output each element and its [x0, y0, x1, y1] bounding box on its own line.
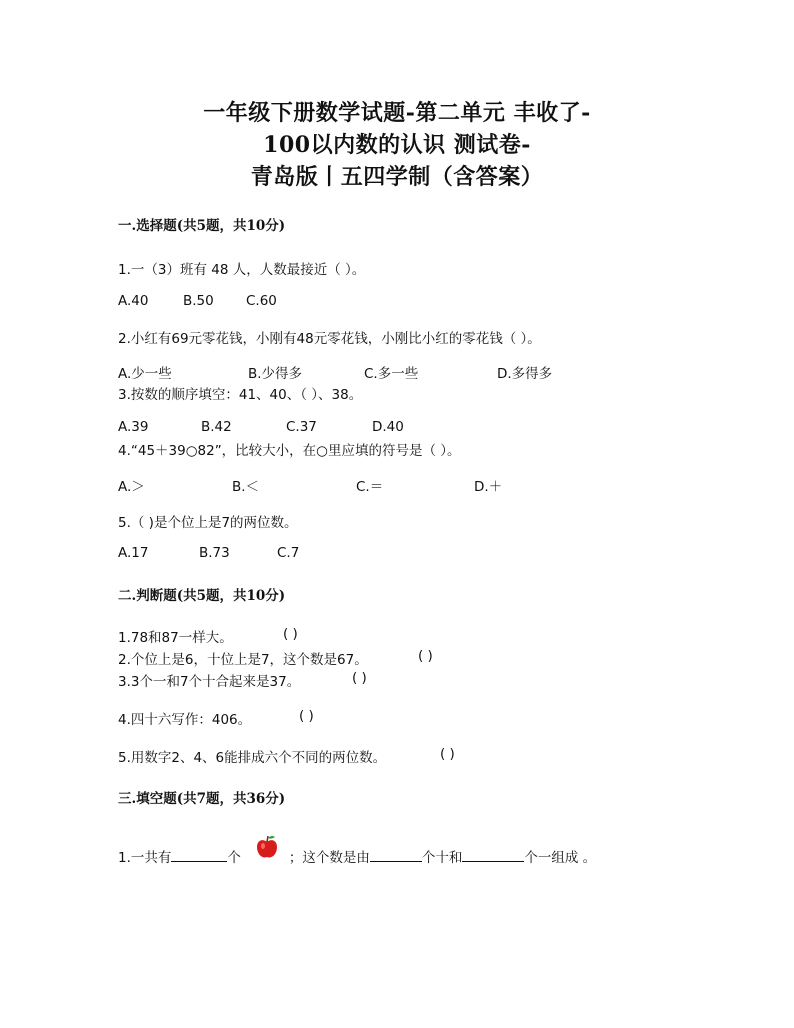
judge-answer-paren[interactable]: ( )	[440, 746, 455, 762]
option[interactable]: B.73	[199, 545, 230, 561]
option[interactable]: C.7	[277, 545, 300, 561]
answer-blank[interactable]	[462, 847, 524, 862]
option[interactable]: B.少得多	[248, 366, 303, 382]
choice-question-5: 5.（ )是个位上是7的两位数。	[118, 515, 298, 531]
judge-stem: 3.3个一和7个十合起来是37。	[118, 674, 301, 690]
option[interactable]: B.＜	[232, 479, 260, 495]
judge-answer-paren[interactable]: ( )	[299, 708, 314, 724]
section-choice-heading: 一.选择题(共5题，共10分)	[118, 218, 286, 234]
section-fill-heading: 三.填空题(共7题，共36分)	[118, 791, 286, 807]
apple-icon	[256, 834, 278, 860]
option[interactable]: A.17	[118, 545, 149, 561]
option[interactable]: D.多得多	[497, 366, 553, 382]
option[interactable]: D.＋	[474, 479, 503, 495]
judge-stem: 2.个位上是6，十位上是7，这个数是67。	[118, 652, 368, 668]
choice-question-1: 1.一（3）班有 48 人，人数最接近（ ）。	[118, 262, 366, 278]
option[interactable]: C.60	[246, 293, 277, 309]
option[interactable]: A.少一些	[118, 366, 172, 382]
section-judge-heading: 二.判断题(共5题，共10分)	[118, 588, 286, 604]
judge-stem: 1.78和87一样大。	[118, 630, 233, 646]
choice-question-2: 2.小红有69元零花钱，小刚有48元零花钱，小刚比小红的零花钱（ ）。	[118, 331, 541, 347]
answer-blank[interactable]	[370, 847, 422, 862]
fill-text: ；这个数是由	[288, 850, 370, 866]
choice-question-3: 3.按数的顺序填空：41、40、（ ）、38。	[118, 387, 363, 403]
option[interactable]: A.40	[118, 293, 149, 309]
answer-blank[interactable]	[171, 847, 227, 862]
judge-stem: 5.用数字2、4、6能排成六个不同的两位数。	[118, 750, 387, 766]
option[interactable]: C.＝	[356, 479, 384, 495]
fill-text: 个	[227, 850, 241, 866]
option[interactable]: B.50	[183, 293, 214, 309]
judge-answer-paren[interactable]: ( )	[352, 670, 367, 686]
title-line-1: 一年级下册数学试题-第二单元 丰收了-	[203, 100, 591, 126]
option[interactable]: A.39	[118, 419, 149, 435]
fill-text: 个十和	[421, 850, 463, 866]
fill-text: 个一组成 。	[524, 850, 597, 866]
fill-question-1	[118, 846, 596, 866]
judge-stem: 4.四十六写作：406。	[118, 712, 252, 728]
fill-text: 1.一共有	[118, 850, 172, 866]
option[interactable]: C.37	[286, 419, 317, 435]
option[interactable]: B.42	[201, 419, 232, 435]
option[interactable]: A.＞	[118, 479, 145, 495]
title-line-2: 100以内数的认识 测试卷-	[263, 132, 531, 158]
judge-answer-paren[interactable]: ( )	[418, 648, 433, 664]
title-line-3: 青岛版丨五四学制（含答案）	[250, 164, 544, 190]
option[interactable]: C.多一些	[364, 366, 419, 382]
choice-question-4: 4.“45＋39○82”，比较大小，在○里应填的符号是（ ）。	[118, 443, 461, 459]
judge-answer-paren[interactable]: ( )	[283, 626, 298, 642]
option[interactable]: D.40	[372, 419, 404, 435]
